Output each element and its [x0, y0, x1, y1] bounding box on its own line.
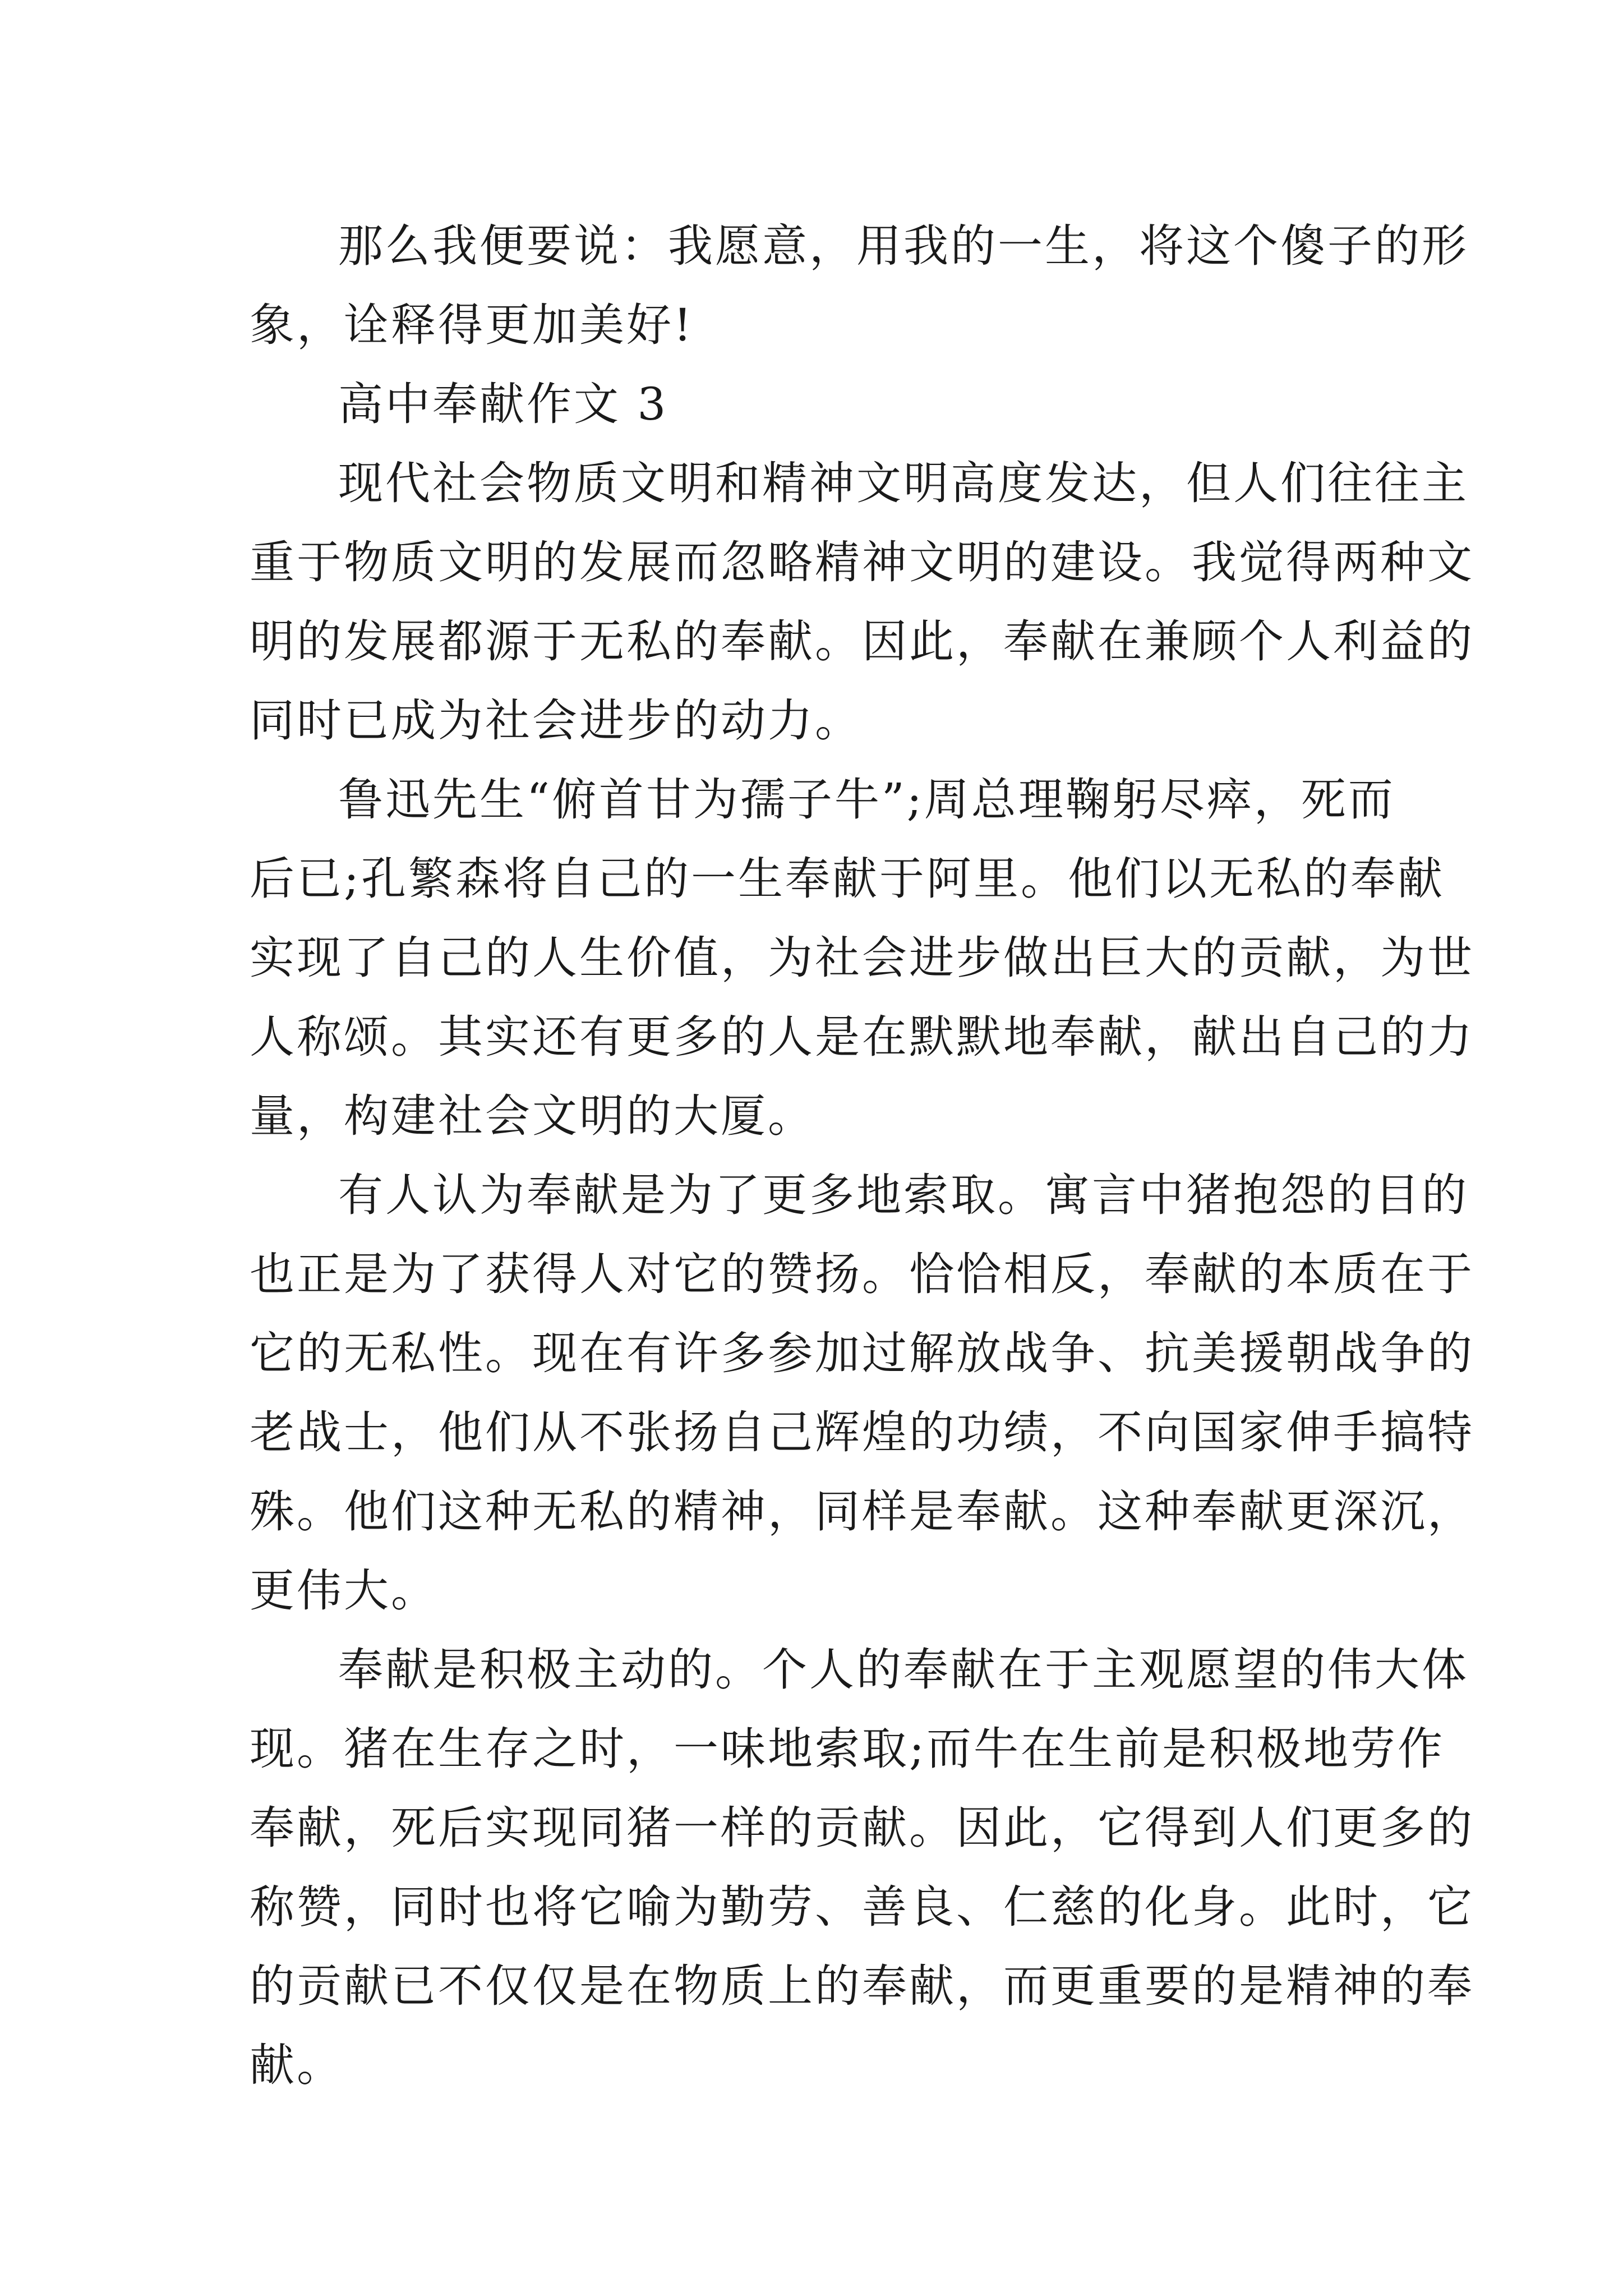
text-line: 实现了自己的人生价值，为社会进步做出巨大的贡献，为世 [250, 932, 1474, 984]
text-line: 殊。他们这种无私的精神，同样是奉献。这种奉献更深沉， [250, 1485, 1474, 1538]
text-line: 更伟大。 [250, 1565, 438, 1617]
section-heading: 高中奉献作文 3 [338, 378, 668, 430]
text-line: 的贡献已不仅仅是在物质上的奉献，而更重要的是精神的奉 [250, 1960, 1474, 2012]
text-line: 现。猪在生存之时，一味地索取;而牛在生前是积极地劳作 [250, 1723, 1445, 1775]
text-line: 那么我便要说：我愿意，用我的一生，将这个傻子的形 [338, 220, 1469, 272]
document-body [250, 206, 1474, 2105]
text-line: 象，诠释得更加美好! [250, 299, 694, 351]
text-line: 也正是为了获得人对它的赞扬。恰恰相反，奉献的本质在于 [250, 1248, 1474, 1300]
text-line: 重于物质文明的发展而忽略精神文明的建设。我觉得两种文 [250, 536, 1474, 588]
text-line: 人称颂。其实还有更多的人是在默默地奉献，献出自己的力 [250, 1011, 1474, 1063]
text-line: 它的无私性。现在有许多参加过解放战争、抗美援朝战争的 [250, 1327, 1474, 1379]
text-line: 奉献，死后实现同猪一样的贡献。因此，它得到人们更多的 [250, 1802, 1474, 1854]
text-line: 量，构建社会文明的大厦。 [250, 1090, 815, 1142]
text-line: 献。 [250, 2039, 344, 2091]
text-line: 称赞，同时也将它喻为勤劳、善良、仁慈的化身。此时，它 [250, 1881, 1474, 1933]
text-line: 鲁迅先生“俯首甘为孺子牛”;周总理鞠躬尽瘁，死而 [338, 774, 1395, 826]
text-line: 有人认为奉献是为了更多地索取。寓言中猪抱怨的目的 [338, 1169, 1469, 1221]
text-line: 现代社会物质文明和精神文明高度发达，但人们往往主 [338, 457, 1469, 509]
text-line: 奉献是积极主动的。个人的奉献在于主观愿望的伟大体 [338, 1644, 1469, 1696]
text-line: 老战士，他们从不张扬自己辉煌的功绩，不向国家伸手搞特 [250, 1406, 1474, 1458]
text-line: 明的发展都源于无私的奉献。因此，奉献在兼顾个人利益的 [250, 615, 1474, 668]
text-line: 后已;孔繁森将自己的一生奉献于阿里。他们以无私的奉献 [250, 853, 1445, 905]
text-line: 同时已成为社会进步的动力。 [250, 694, 862, 747]
